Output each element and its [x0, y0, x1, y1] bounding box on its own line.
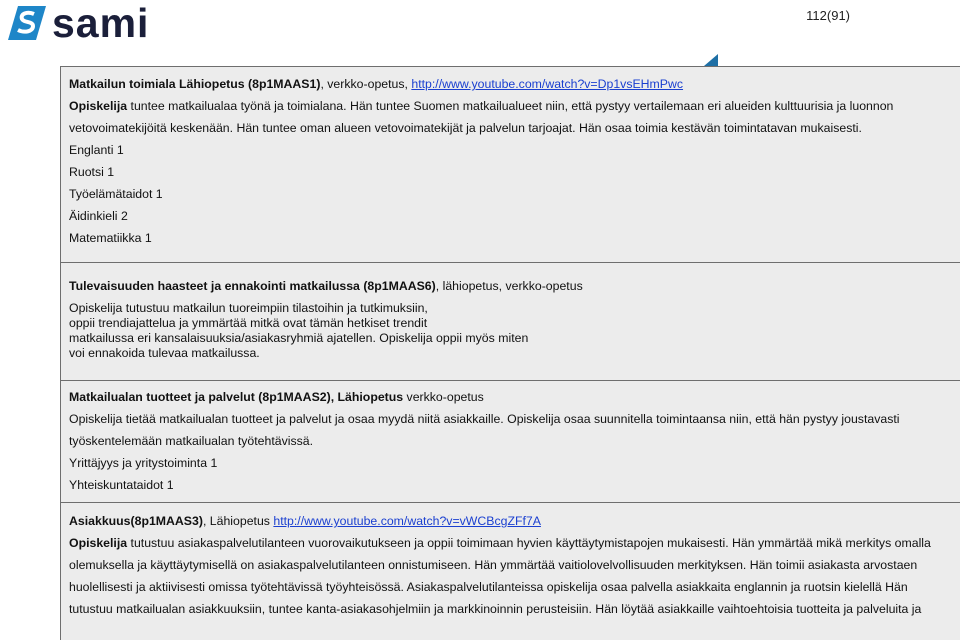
course-title-line: [69, 73, 952, 95]
credit-line: Matematiikka 1: [69, 231, 152, 245]
description-line: Opiskelija tutustuu matkailun tuoreimpiin tilastoihin ja tutkimuksiin,: [69, 301, 428, 315]
description-line: huolellisesti ja aktiivisesti omissa työtehtävissä työyhteisössä. Asiakaspalvelutilanteissa opiskelija osaa palvella asiakkaita englannin ja ruotsin kielellä Hän: [69, 580, 908, 594]
course-block-maas3: [61, 502, 960, 640]
course-title: Matkailualan tuotteet ja palvelut (8p1MAAS2), Lähiopetus: [69, 390, 404, 404]
course-block-maas1: [61, 66, 960, 262]
credit-line: Työelämätaidot 1: [69, 187, 163, 201]
description-line: voi ennakoida tulevaa matkailussa.: [69, 346, 260, 360]
video-link[interactable]: http://www.youtube.com/watch?v=vWCBcgZFf7A: [273, 514, 541, 528]
page-number: 112(91): [806, 8, 850, 23]
subject-word: Opiskelija: [69, 99, 128, 113]
course-title-rest: , lähiopetus, verkko-opetus: [435, 279, 583, 293]
description-line: matkailussa eri kansalaisuuksia/asiakasryhmiä ajatellen. Opiskelija oppii myös miten: [69, 331, 529, 345]
description-line: Opiskelija tietää matkailualan tuotteet ja palvelut ja osaa myydä niitä asiakkaille. Opiskelija osaa suunnitella toimintaansa niin, että hän pystyy joustavasti: [69, 412, 900, 426]
course-title: Tulevaisuuden haasteet ja ennakointi matkailussa (8p1MAAS6): [69, 279, 436, 293]
sami-logo: [6, 0, 166, 46]
course-block-maas6: [61, 262, 960, 380]
description-line: työskentelemään matkailualan työtehtävissä.: [69, 434, 314, 448]
course-title-rest: , Lähiopetus: [202, 514, 274, 528]
subject-word: Opiskelija: [69, 536, 128, 550]
credit-line: Yhteiskuntataidot 1: [69, 478, 174, 492]
course-title-line: [69, 510, 952, 532]
course-table: [60, 66, 960, 640]
course-title: Asiakkuus(8p1MAAS3): [69, 514, 203, 528]
description-line: oppii trendiajattelua ja ymmärtää mitkä ovat tämän hetkiset trendit: [69, 316, 428, 330]
course-title-rest: , verkko-opetus,: [320, 77, 412, 91]
credit-line: Äidinkieli 2: [69, 209, 128, 223]
course-title: Matkailun toimiala Lähiopetus (8p1MAAS1): [69, 77, 321, 91]
course-title-line: [69, 275, 952, 297]
credit-line: Yrittäjyys ja yritystoiminta 1: [69, 456, 218, 470]
credit-line: Englanti 1: [69, 143, 124, 157]
course-title-line: [69, 386, 952, 408]
description-line: vetovoimatekijöitä keskenään. Hän tuntee oman alueen vetovoimatekijät ja palvelun tarjoajat. Hän osaa toimia kestävän toimintatavan mukaisesti.: [69, 121, 862, 135]
description-line: olemuksella ja käyttäytymisellä on asiakaspalvelutilanteen onnistumiseen. Hän ymmärtää vaitiolovelvollisuuden merkityksen. Hän toimii asiakasta arvostaen: [69, 558, 918, 572]
course-title-rest: verkko-opetus: [403, 390, 484, 404]
corner-triangle-decoration: [704, 54, 718, 66]
logo-text: sami: [52, 0, 150, 46]
course-block-maas2: [61, 380, 960, 502]
logo-icon: [6, 4, 48, 42]
description-line: Opiskelija tutustuu asiakaspalvelutilanteen vuorovaikutukseen ja oppii toimimaan hyvien käyttäytymistapojen mukaisesti. Hän ymmärtää mikä merkitys omalla: [69, 536, 931, 550]
description-line: Opiskelija tuntee matkailualaa työnä ja toimialana. Hän tuntee Suomen matkailualueet niin, että pystyy vertailemaan eri alueiden kulttuurisia ja luonnon: [69, 99, 894, 113]
video-link[interactable]: http://www.youtube.com/watch?v=Dp1vsEHmPwc: [411, 77, 684, 91]
credit-line: Ruotsi 1: [69, 165, 115, 179]
description-line: tutustuu matkailualan asiakkuuksiin, tuntee kanta-asiakasohjelmiin ja markkinoinnin perusteisiin. Hän löytää asiakkaille vaihtoehtoisia tuotteita ja palveluita ja: [69, 602, 922, 616]
